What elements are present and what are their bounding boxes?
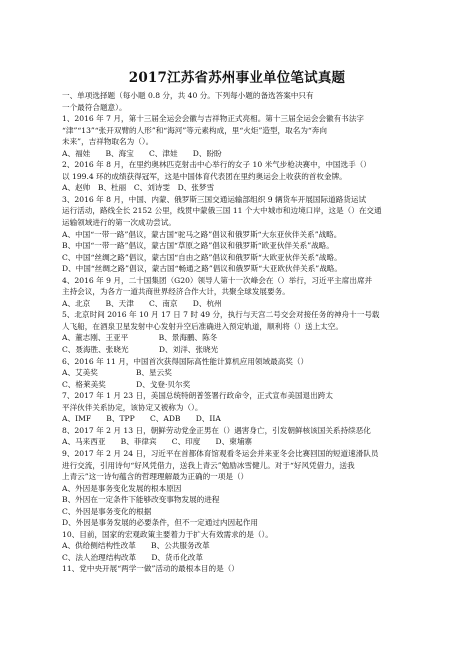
text-line: 4、2016 年 9 月，二十国集团（G20）领导人第十一次峰会在（）举行，习近平主席出席并 — [62, 275, 373, 285]
text-line: 一个最符合题意）。 — [62, 102, 127, 112]
text-line: A、供给侧结构性改革 B、公共服务改革 — [62, 541, 210, 551]
text-line: B、中国“一带一路”倡议，蒙古国“草原之路”倡议和俄罗斯“欧亚伙伴关系”战略。 — [62, 241, 334, 251]
text-line: A、艾美奖 B、星云奖 — [62, 368, 172, 378]
text-line: C、格莱美奖 D、戈登·贝尔奖 — [62, 379, 191, 389]
text-line: 上青云”这一诗句蕴含的哲理理解最为正确的一项是（） — [62, 472, 249, 482]
text-line: D、外因是事务发展的必要条件，但不一定通过内因起作用 — [62, 518, 258, 528]
text-line: 主持会议，为各方一道共商世界经济合作大计，共聚全球发展要务。 — [62, 287, 290, 297]
text-line: 2、2016 年 8 月，在里约奥林匹克射击中心举行的女子 10 米气步枪决赛中，中国选手（） — [62, 160, 371, 170]
text-line: 未来”，吉祥物取名为（）。 — [62, 137, 154, 147]
text-line: 6、2016 年 11 月，中国首次获得国际高性能计算机应用领域最高奖（） — [62, 356, 309, 366]
text-line: A、外因是事务变化发展的根本原因 — [62, 483, 182, 493]
document-title: 2017江苏省苏州事业单位笔试真题 — [128, 70, 346, 86]
text-line: 以 199.4 环的成绩获得冠军，这是中国体育代表团在里约奥运会上收获的首枚金牌。 — [62, 171, 347, 181]
text-line: “津”“13”“张开双臂的人形”和“海河”等元素构成，里“火炬”造型，取名为“奔向 — [62, 125, 327, 135]
text-line: A、北京 B、天津 C、南京 D、杭州 — [62, 298, 222, 308]
document-body — [62, 90, 412, 575]
text-line: D、中国“丝绸之路”倡议，蒙古国“畅通之路”倡议和俄罗斯“大亚欧伙伴关系”战略。 — [62, 264, 342, 274]
text-line: A、福娃 B、海宝 C、津娃 D、盼盼 — [62, 148, 222, 158]
text-line: A、中国“一带一路”倡议，蒙古国“驼马之路”倡议和俄罗斯“大东亚伙伴关系”战略。 — [62, 229, 342, 239]
text-line: 7、2017 年 1 月 23 日，美国总统特朗普签署行政命令，正式宣布美国退出跨太 — [62, 391, 333, 401]
text-line: B、外因在一定条件下能够改变事物发展的进程 — [62, 495, 220, 505]
text-line: 8、2017 年 2 月 13 日，朝鲜劳动党金正男在（）遇害身亡，引发朝鲜核该国关系持续恶化 — [62, 425, 371, 435]
text-line: 1、2016 年 7 月，第十三届全运会会徽与吉祥物正式亮相。第十三届全运会会徽有书法字 — [62, 114, 365, 124]
text-line: 平洋伙伴关系协定，该协定又被称为（）。 — [62, 402, 203, 412]
text-line: 3、2016 年 8 月，中国、内蒙、俄罗斯三国交通运输部组织 9 辆货车开展国际道路货运试 — [62, 194, 367, 204]
text-line: A、赵帅 B、杜丽 C、刘诗雯 D、张梦雪 — [62, 183, 215, 193]
text-line: 人飞船，在酒泉卫星发射中心发射升空后准确进入预定轨道，顺利将（）送上太空。 — [62, 321, 343, 331]
text-line: A、IMF B、TPP C、ADB D、IIA — [62, 414, 221, 424]
text-line: C、法人治理结构改革 D、货币化改革 — [62, 552, 203, 562]
text-line: 5、北京时间 2016 年 10 月 17 日 7 时 49 分，执行与天宫二号交会对接任务的神舟十一号载 — [62, 310, 380, 320]
text-line: 运输领域进行的第一次成功尝试。 — [62, 218, 176, 228]
text-line: 9、2017 年 2 月 24 日，习近平在首都体育馆观看冬运会并来亚冬会比赛回国的短道速滑队员 — [62, 448, 379, 458]
text-line: A、马来西亚 B、菲律宾 C、印度 D、柬埔寨 — [62, 437, 253, 447]
text-line: 一、单项选择题（每小题 0.8 分，共 40 分。下列每小题的备选答案中只有 — [62, 91, 314, 100]
text-line: 10、目前，国家的宏观政策主要着力于扩大有效需求的是（）。 — [62, 529, 273, 539]
text-line: 进行交流，引用诗句“好风凭借力，送我上青云”勉励冰雪健儿。对于“好风凭借力，送我 — [62, 460, 355, 470]
text-line: 运行活动，路线全长 2152 公里，线贯中蒙俄三国 11 个大中城市和边境口岸，这是（）在交通 — [62, 206, 382, 216]
text-line: C、中国“丝绸之路”倡议，蒙古国“自由之路”倡议和俄罗斯“大欧亚伙伴关系”战略。 — [62, 252, 342, 262]
text-line: C、聂海胜、张晓光 D、刘洋、张晓光 — [62, 345, 219, 355]
text-line: 11、党中央开展“两学一做”活动的最根本目的是（） — [62, 564, 239, 574]
text-line: C、外因是事务变化的根据 — [62, 506, 152, 516]
text-line: A、董志刚、王亚平 B、景海鹏、陈冬 — [62, 333, 218, 343]
